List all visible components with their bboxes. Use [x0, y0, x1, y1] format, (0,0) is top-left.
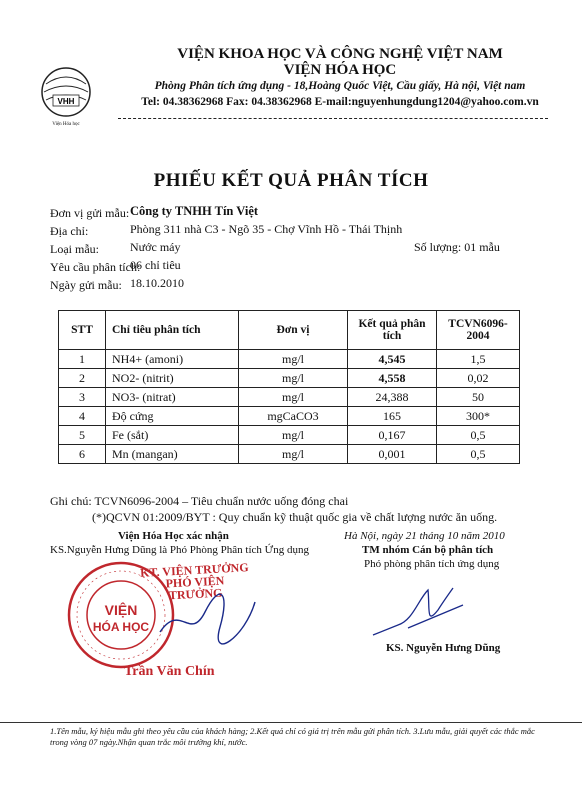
row-limit: 0,5 — [437, 426, 520, 445]
confirm-title: Viện Hóa Học xác nhận — [118, 530, 229, 542]
left-signer-name: Trần Văn Chín — [124, 664, 215, 679]
row-limit: 50 — [437, 388, 520, 407]
row-indicator: Độ cứng — [106, 407, 239, 426]
row-stt: 3 — [59, 388, 106, 407]
request-value: 06 chỉ tiêu — [130, 258, 181, 272]
address-label: Địa chỉ: — [50, 224, 89, 238]
signing-date: Hà Nội, ngày 21 tháng 10 năm 2010 — [344, 530, 505, 542]
row-unit: mg/l — [239, 369, 348, 388]
row-result: 4,545 — [348, 350, 437, 369]
analyst-position: Phó phòng phân tích ứng dụng — [364, 558, 500, 570]
footer-note: 1.Tên mẫu, ký hiệu mẫu ghi theo yêu cầu của khách hàng; 2.Kết quả chỉ có giá trị trên mẫu gửi phân tích. 3.Lưu mẫu, giải quyết các thắc mắc trong vòng 07 ngày.Nhận quan trắc môi trường khí, nước. — [50, 726, 535, 747]
stamp-title: KT. VIỆN TRƯỞNG PHÓ VIỆN TRƯỞNG — [139, 560, 249, 603]
sender-value: Công ty TNHH Tín Việt — [130, 204, 259, 218]
row-indicator: NH4+ (amoni) — [106, 350, 239, 369]
request-label: Yêu cầu phân tích: — [50, 260, 141, 274]
right-signature-icon — [368, 580, 468, 640]
analyst-group-title: TM nhóm Cán bộ phân tích — [362, 544, 494, 556]
table-row — [59, 369, 520, 388]
row-stt: 5 — [59, 426, 106, 445]
col-stt: STT — [59, 311, 106, 350]
table-row — [59, 350, 520, 369]
row-indicator: NO3- (nitrat) — [106, 388, 239, 407]
table-header-row — [59, 311, 520, 350]
row-limit: 0,02 — [437, 369, 520, 388]
sample-quantity: Số lượng: 01 mẫu — [414, 240, 500, 254]
row-limit: 300* — [437, 407, 520, 426]
results-table — [58, 310, 520, 464]
logo-caption: Viện Hóa học — [52, 122, 80, 127]
table-row — [59, 426, 520, 445]
header-divider — [118, 118, 548, 119]
sender-label: Đơn vị gửi mẫu: — [50, 206, 130, 220]
row-unit: mgCaCO3 — [239, 407, 348, 426]
row-stt: 1 — [59, 350, 106, 369]
col-indicator: Chỉ tiêu phân tích — [106, 311, 239, 350]
row-result: 0,167 — [348, 426, 437, 445]
row-stt: 2 — [59, 369, 106, 388]
row-limit: 0,5 — [437, 445, 520, 464]
row-result: 0,001 — [348, 445, 437, 464]
row-result: 165 — [348, 407, 437, 426]
row-unit: mg/l — [239, 350, 348, 369]
row-indicator: NO2- (nitrit) — [106, 369, 239, 388]
lab-address: Phòng Phân tích ứng dụng - 18,Hoàng Quốc Việt, Cầu giấy, Hà nội, Việt nam — [154, 80, 526, 92]
row-limit: 1,5 — [437, 350, 520, 369]
table-row — [59, 388, 520, 407]
col-standard: TCVN6096-2004 — [437, 311, 520, 350]
right-signer-name: KS. Nguyễn Hưng Dũng — [386, 642, 501, 654]
note-qcvn: (*)QCVN 01:2009/BYT : Quy chuẩn kỹ thuật quốc gia về chất lượng nước ăn uống. — [92, 510, 498, 524]
row-stt: 4 — [59, 407, 106, 426]
sample-type-value: Nước máy — [130, 240, 181, 254]
svg-text:VHH: VHH — [57, 97, 75, 106]
institute-name: VIỆN HÓA HỌC — [283, 62, 397, 78]
left-signature-icon — [150, 582, 260, 652]
sample-type-label: Loại mẫu: — [50, 242, 99, 256]
date-value: 18.10.2010 — [130, 276, 184, 290]
svg-text:HÓA HỌC: HÓA HỌC — [92, 620, 150, 634]
row-indicator: Mn (mangan) — [106, 445, 239, 464]
row-result: 24,388 — [348, 388, 437, 407]
table-row — [59, 407, 520, 426]
date-label: Ngày gửi mẫu: — [50, 278, 122, 292]
row-unit: mg/l — [239, 426, 348, 445]
col-unit: Đơn vị — [239, 311, 348, 350]
svg-text:VIỆN: VIỆN — [104, 602, 138, 618]
document-title: PHIẾU KẾT QUẢ PHÂN TÍCH — [153, 170, 429, 191]
row-stt: 6 — [59, 445, 106, 464]
row-unit: mg/l — [239, 445, 348, 464]
note-standard: Ghi chú: TCVN6096-2004 – Tiêu chuẩn nước uống đóng chai — [50, 494, 349, 508]
col-result: Kết quả phân tích — [348, 311, 437, 350]
org-name: VIỆN KHOA HỌC VÀ CÔNG NGHỆ VIỆT NAM — [177, 46, 503, 62]
confirm-subtitle: KS.Nguyễn Hưng Dũng là Phó Phòng Phân tích Ứng dụng — [50, 544, 309, 556]
contact-line: Tel: 04.38362968 Fax: 04.38362968 E-mail:nguyenhungdung1204@yahoo.com.vn — [141, 96, 539, 108]
table-row — [59, 445, 520, 464]
row-indicator: Fe (sắt) — [106, 426, 239, 445]
row-unit: mg/l — [239, 388, 348, 407]
footer-divider — [0, 722, 582, 723]
institute-logo — [40, 66, 92, 118]
row-result: 4,558 — [348, 369, 437, 388]
address-value: Phòng 311 nhà C3 - Ngõ 35 - Chợ Vĩnh Hồ - Thái Thịnh — [130, 222, 403, 236]
